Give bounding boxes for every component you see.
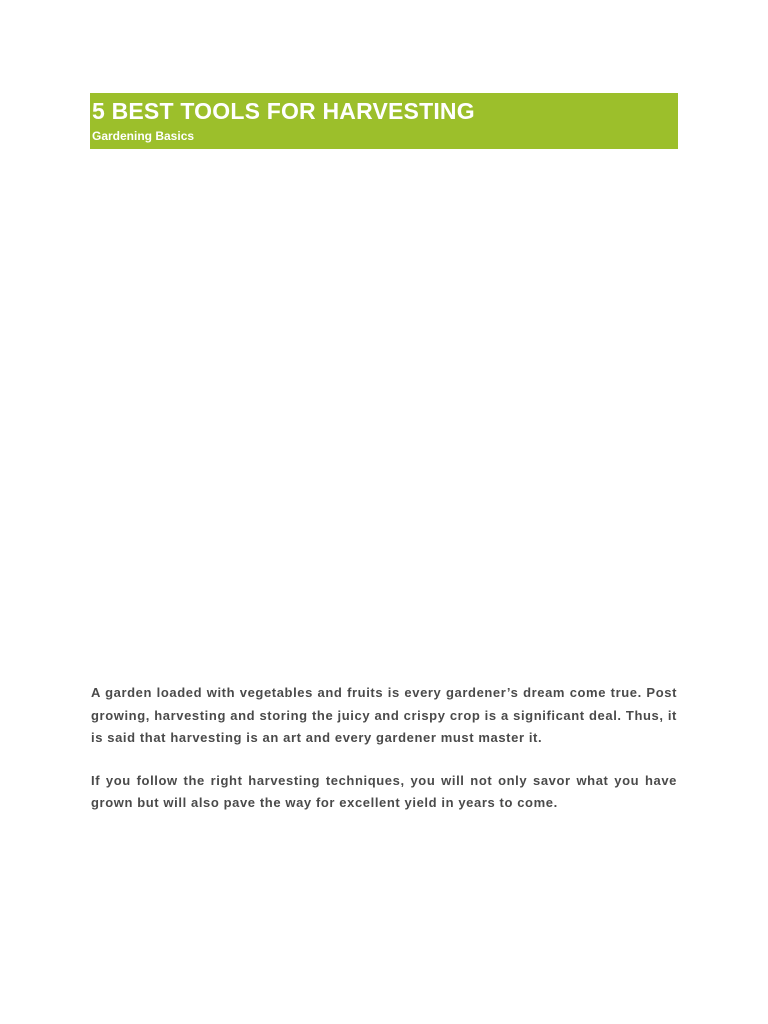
category-label: Gardening Basics	[92, 129, 195, 143]
page-title: 5 BEST TOOLS FOR HARVESTING	[92, 98, 475, 124]
article-paragraph-2: If you follow the right harvesting techniques, you will not only savor what you have grown but will also pave the way for excellent yield in years to come.	[91, 772, 677, 810]
article-image-placeholder	[90, 160, 678, 660]
title-banner	[90, 93, 678, 149]
article-body	[91, 682, 677, 835]
article-paragraph-1: A garden loaded with vegetables and fruits is every gardener’s dream come true. Post growing, harvesting and storing the juicy and crispy crop is a significant deal. Thus, it is said that harvesting is an art and every gardener must master it.	[91, 685, 677, 745]
